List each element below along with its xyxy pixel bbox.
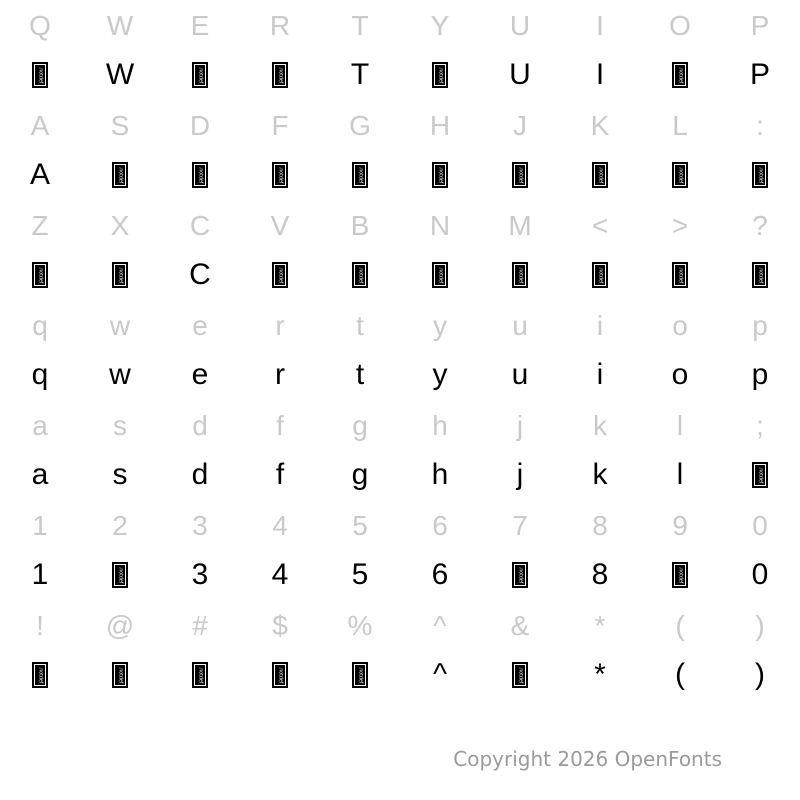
specimen-glyph: f xyxy=(275,458,285,491)
notdef-box-icon xyxy=(112,262,128,288)
reference-glyph: q xyxy=(32,310,48,341)
reference-glyph: J xyxy=(513,110,527,141)
reference-glyph: 0 xyxy=(752,510,768,541)
notdef-glyph-icon xyxy=(80,654,160,704)
reference-glyph: 6 xyxy=(432,510,448,541)
notdef-box-icon xyxy=(32,262,48,288)
reference-row xyxy=(0,304,800,354)
specimen-glyph: j xyxy=(516,458,524,491)
reference-row xyxy=(0,104,800,154)
reference-glyph: 9 xyxy=(672,510,688,541)
reference-glyph: Q xyxy=(29,10,51,41)
reference-glyph: t xyxy=(356,310,364,341)
notdef-box-icon xyxy=(352,162,368,188)
notdef-box-icon xyxy=(512,662,528,688)
notdef-box-icon xyxy=(592,162,608,188)
notdef-glyph-icon xyxy=(400,254,480,304)
specimen-glyph: I xyxy=(595,58,605,91)
notdef-glyph-icon xyxy=(160,54,240,104)
reference-row xyxy=(0,404,800,454)
reference-glyph: Z xyxy=(31,210,49,241)
reference-glyph: l xyxy=(676,410,684,441)
specimen-glyph: T xyxy=(350,58,370,91)
notdef-box-icon xyxy=(592,262,608,288)
specimen-row xyxy=(0,54,800,104)
notdef-glyph-icon xyxy=(320,654,400,704)
reference-glyph: C xyxy=(189,210,211,241)
reference-glyph: T xyxy=(351,10,369,41)
notdef-box-icon xyxy=(352,662,368,688)
specimen-glyph: s xyxy=(112,458,128,491)
reference-glyph: 4 xyxy=(272,510,288,541)
reference-row xyxy=(0,504,800,554)
reference-row xyxy=(0,204,800,254)
specimen-row xyxy=(0,454,800,504)
notdef-glyph-icon xyxy=(720,154,800,204)
reference-glyph: u xyxy=(512,310,528,341)
specimen-glyph: P xyxy=(749,58,770,91)
specimen-glyph: 8 xyxy=(591,558,609,591)
notdef-box-icon xyxy=(272,62,288,88)
notdef-glyph-icon xyxy=(320,154,400,204)
reference-glyph: < xyxy=(591,210,609,241)
reference-glyph: @ xyxy=(105,610,135,641)
reference-glyph: ; xyxy=(756,410,764,441)
reference-glyph: R xyxy=(269,10,291,41)
specimen-glyph: q xyxy=(31,358,49,391)
specimen-glyph: A xyxy=(29,158,50,191)
reference-glyph: f xyxy=(276,410,284,441)
notdef-glyph-icon xyxy=(240,654,320,704)
reference-glyph: ? xyxy=(752,210,768,241)
reference-glyph: G xyxy=(349,110,371,141)
reference-row xyxy=(0,604,800,654)
reference-glyph: Y xyxy=(430,10,450,41)
specimen-glyph: o xyxy=(671,358,689,391)
specimen-row xyxy=(0,154,800,204)
notdef-glyph-icon xyxy=(0,54,80,104)
specimen-glyph: p xyxy=(751,358,769,391)
notdef-box-icon xyxy=(272,162,288,188)
reference-glyph: 2 xyxy=(112,510,128,541)
reference-glyph: U xyxy=(509,10,531,41)
reference-glyph: 7 xyxy=(512,510,528,541)
reference-glyph: P xyxy=(750,10,770,41)
notdef-glyph-icon xyxy=(640,554,720,604)
reference-glyph: H xyxy=(429,110,451,141)
specimen-row xyxy=(0,254,800,304)
notdef-glyph-icon xyxy=(240,154,320,204)
reference-glyph: A xyxy=(30,110,50,141)
specimen-glyph: * xyxy=(594,658,606,691)
specimen-glyph: ( xyxy=(675,658,685,691)
notdef-glyph-icon xyxy=(480,254,560,304)
notdef-glyph-icon xyxy=(80,554,160,604)
notdef-glyph-icon xyxy=(160,154,240,204)
reference-glyph: K xyxy=(590,110,610,141)
notdef-glyph-icon xyxy=(400,154,480,204)
reference-row xyxy=(0,4,800,54)
specimen-glyph: 1 xyxy=(31,558,49,591)
reference-glyph: L xyxy=(672,110,688,141)
specimen-glyph: C xyxy=(189,258,211,291)
reference-glyph: M xyxy=(508,210,532,241)
reference-glyph: w xyxy=(109,310,131,341)
notdef-glyph-icon xyxy=(480,654,560,704)
specimen-glyph: r xyxy=(275,358,285,391)
notdef-box-icon xyxy=(512,562,528,588)
reference-glyph: g xyxy=(352,410,368,441)
notdef-box-icon xyxy=(352,262,368,288)
reference-glyph: O xyxy=(669,10,691,41)
specimen-glyph: 6 xyxy=(431,558,449,591)
reference-glyph: F xyxy=(271,110,289,141)
notdef-box-icon xyxy=(512,262,528,288)
reference-glyph: # xyxy=(192,610,208,641)
reference-glyph: & xyxy=(510,610,530,641)
specimen-glyph: t xyxy=(355,358,365,391)
reference-glyph: ( xyxy=(675,610,685,641)
notdef-glyph-icon xyxy=(240,54,320,104)
notdef-glyph-icon xyxy=(480,554,560,604)
notdef-glyph-icon xyxy=(560,254,640,304)
specimen-glyph: ) xyxy=(755,658,765,691)
notdef-box-icon xyxy=(432,262,448,288)
reference-glyph: S xyxy=(110,110,130,141)
specimen-glyph: i xyxy=(596,358,604,391)
notdef-glyph-icon xyxy=(640,154,720,204)
notdef-glyph-icon xyxy=(0,654,80,704)
notdef-box-icon xyxy=(32,662,48,688)
notdef-glyph-icon xyxy=(320,254,400,304)
reference-glyph: s xyxy=(113,410,127,441)
reference-glyph: : xyxy=(756,110,764,141)
notdef-glyph-icon xyxy=(240,254,320,304)
notdef-box-icon xyxy=(672,262,688,288)
reference-glyph: 5 xyxy=(352,510,368,541)
specimen-glyph: y xyxy=(432,358,448,391)
reference-glyph: r xyxy=(275,310,285,341)
reference-glyph: p xyxy=(752,310,768,341)
notdef-box-icon xyxy=(32,62,48,88)
specimen-glyph: u xyxy=(511,358,529,391)
specimen-row xyxy=(0,354,800,404)
reference-glyph: E xyxy=(190,10,210,41)
reference-glyph: I xyxy=(596,10,604,41)
reference-glyph: N xyxy=(429,210,451,241)
specimen-glyph: k xyxy=(592,458,608,491)
notdef-box-icon xyxy=(672,162,688,188)
reference-glyph: W xyxy=(106,10,134,41)
reference-glyph: i xyxy=(596,310,604,341)
reference-glyph: o xyxy=(672,310,688,341)
notdef-box-icon xyxy=(752,462,768,488)
notdef-glyph-icon xyxy=(720,454,800,504)
reference-glyph: d xyxy=(192,410,208,441)
reference-glyph: > xyxy=(671,210,689,241)
specimen-row xyxy=(0,554,800,604)
specimen-glyph: w xyxy=(109,358,131,391)
reference-glyph: ^ xyxy=(433,610,447,641)
copyright-notice: Copyright 2026 OpenFonts xyxy=(453,747,722,771)
notdef-box-icon xyxy=(672,562,688,588)
reference-glyph: ! xyxy=(36,610,44,641)
specimen-glyph: l xyxy=(676,458,684,491)
reference-glyph: 1 xyxy=(32,510,48,541)
notdef-box-icon xyxy=(112,662,128,688)
notdef-glyph-icon xyxy=(640,54,720,104)
reference-glyph: 8 xyxy=(592,510,608,541)
notdef-box-icon xyxy=(512,162,528,188)
notdef-glyph-icon xyxy=(80,254,160,304)
reference-glyph: a xyxy=(32,410,48,441)
notdef-box-icon xyxy=(192,162,208,188)
specimen-glyph: d xyxy=(191,458,209,491)
notdef-glyph-icon xyxy=(480,154,560,204)
specimen-glyph: ^ xyxy=(432,658,448,691)
reference-glyph: y xyxy=(433,310,447,341)
reference-glyph: % xyxy=(347,610,373,641)
notdef-box-icon xyxy=(112,562,128,588)
specimen-glyph: e xyxy=(191,358,209,391)
reference-glyph: e xyxy=(192,310,208,341)
reference-glyph: k xyxy=(593,410,607,441)
specimen-glyph: g xyxy=(351,458,369,491)
specimen-glyph: a xyxy=(31,458,49,491)
notdef-box-icon xyxy=(752,262,768,288)
notdef-box-icon xyxy=(192,62,208,88)
specimen-glyph: 0 xyxy=(751,558,769,591)
reference-glyph: B xyxy=(350,210,370,241)
notdef-glyph-icon xyxy=(560,154,640,204)
notdef-box-icon xyxy=(432,162,448,188)
reference-glyph: 3 xyxy=(192,510,208,541)
reference-glyph: h xyxy=(432,410,448,441)
reference-glyph: V xyxy=(270,210,290,241)
notdef-box-icon xyxy=(752,162,768,188)
notdef-glyph-icon xyxy=(0,254,80,304)
specimen-row xyxy=(0,654,800,704)
specimen-glyph: W xyxy=(105,58,135,91)
reference-glyph: $ xyxy=(272,610,288,641)
notdef-glyph-icon xyxy=(80,154,160,204)
reference-glyph: X xyxy=(110,210,130,241)
reference-glyph: * xyxy=(594,610,606,641)
notdef-glyph-icon xyxy=(720,254,800,304)
notdef-box-icon xyxy=(112,162,128,188)
notdef-box-icon xyxy=(272,262,288,288)
notdef-box-icon xyxy=(672,62,688,88)
notdef-box-icon xyxy=(272,662,288,688)
specimen-glyph: 3 xyxy=(191,558,209,591)
reference-glyph: ) xyxy=(755,610,765,641)
specimen-glyph: h xyxy=(431,458,449,491)
notdef-box-icon xyxy=(432,62,448,88)
specimen-glyph: 4 xyxy=(271,558,289,591)
notdef-glyph-icon xyxy=(160,654,240,704)
reference-glyph: D xyxy=(189,110,211,141)
notdef-box-icon xyxy=(192,662,208,688)
specimen-glyph: U xyxy=(509,58,531,91)
notdef-glyph-icon xyxy=(640,254,720,304)
reference-glyph: j xyxy=(516,410,524,441)
notdef-glyph-icon xyxy=(400,54,480,104)
specimen-glyph: 5 xyxy=(351,558,369,591)
